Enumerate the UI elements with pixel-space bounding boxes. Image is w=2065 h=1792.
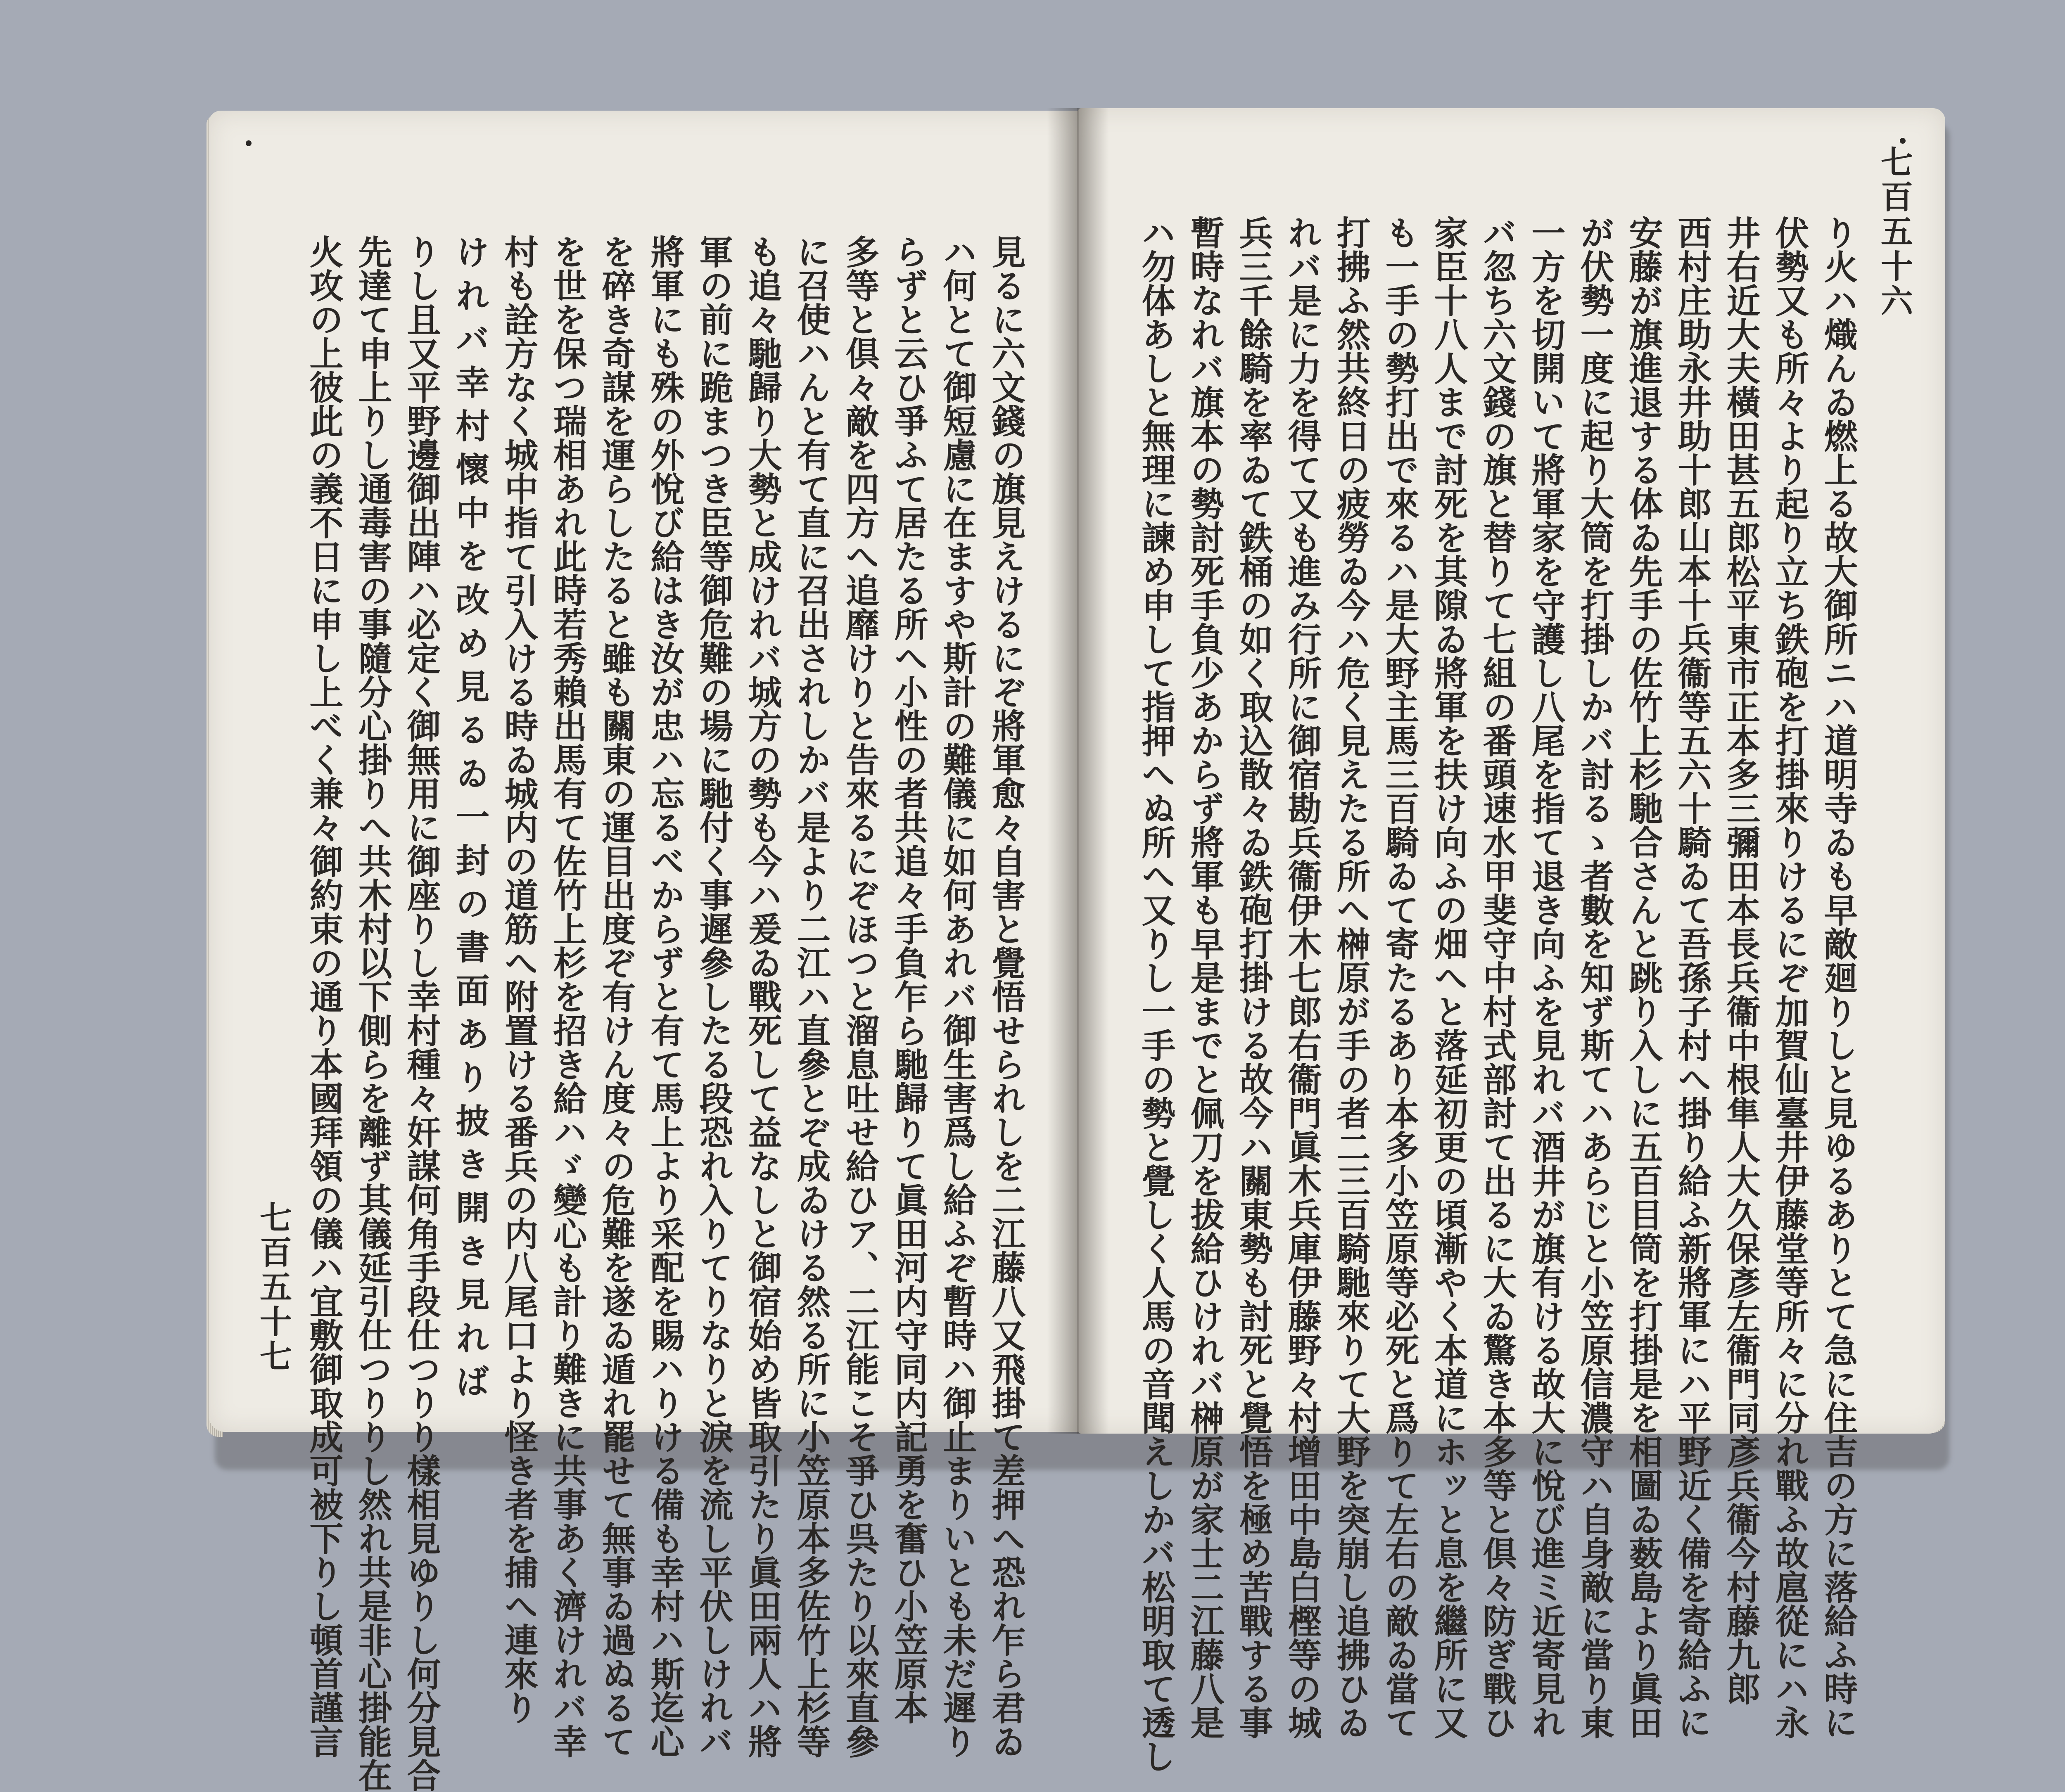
- text-column: 一方を切開いて將軍家を守護し八尾を指て退き向ふを見れバ酒井が旗有ける故大に悅び進ミ近寄見れ: [1526, 216, 1566, 1739]
- text-column: 西村庄助永井助十郎山本十兵衞等五六十騎ゐて吾孫子村へ掛り給ふ新將軍にハ平野近く備を寄給ふに: [1672, 216, 1712, 1739]
- page-mark-dot: [1900, 138, 1906, 144]
- text-column: も追々馳歸り大勢と成けれバ城方の勢も今ハ爰ゐ戰死して益なしと御宿始め皆取引たり眞田兩人ハ將: [743, 235, 782, 1758]
- text-column: 見るに六文錢の旗見えけるにぞ將軍愈々自害と覺悟せられしを二江藤八又飛掛て差押へ恐れ乍ら君ゐ: [986, 235, 1026, 1758]
- book-gutter: [1047, 108, 1109, 1434]
- text-column: 村も詮方なく城中指て引入ける時ゐ城内の道筋へ附置ける番兵の内八尾口より怪き者を捕へ連來り: [499, 235, 539, 1724]
- text-column: り火ハ熾んゐ燃上る故大御所ニハ道明寺ゐも早敵廻りしと見ゆるありとて急に住吉の方に落給ふ時に: [1818, 216, 1858, 1739]
- text-column: に召使ハんと有て直に召出されしかバ是より二江ハ直參とぞ成ゐける然る所に小笠原本多佐竹上杉等: [791, 235, 831, 1758]
- left-page: [209, 111, 1080, 1792]
- text-column: 打拂ふ然共終日の疲勞ゐ今ハ危く見えたる所へ榊原が手の者二三百騎馳來りて大野を突崩し追拂ひゐ: [1331, 216, 1371, 1739]
- text-column: 先達て申上りし通毒害の事隨分心掛りへ共木村以下側らを離ず其儀延引仕つりりし然れ共是非心掛能在: [353, 235, 392, 1792]
- text-column: ハ勿体あしと無理に諫め申して指押へぬ所へ又りし一手の勢と覺しく人馬の音聞えしかバ松明取て透し: [1136, 216, 1176, 1773]
- text-column: 兵三千餘騎を率ゐて鉄桶の如く取込散々ゐ鉄砲打掛ける故今ハ關東勢も討死と覺悟を極め苦戰する事: [1234, 216, 1273, 1739]
- text-column: りし且又平野邊御出陣ハ必定く御無用に御座りし幸村種々奸謀何角手段仕つりり樣相見ゆりし何分見合: [401, 235, 441, 1792]
- right-page-number: 七百五十六: [1875, 145, 1913, 319]
- text-column: が伏勢一度に起り大筒を打掛しかバ討るゝ者數を知ず斯てハあらじと小笠原信濃守ハ自身敵に當り東: [1575, 216, 1614, 1739]
- text-column: を碎き奇謀を運らしたると雖も關東の運目出度ぞ有けん度々の危難を遂ゐ遁れ罷せて無事ゐ過ぬるて: [596, 235, 636, 1758]
- page-mark-dot: [246, 140, 252, 146]
- text-column: 暫時なれバ旗本の勢討死手負少あからず將軍も早是までと佩刀を拔給ひけれバ榊原が家士二江藤八是: [1185, 216, 1225, 1739]
- right-page: [1078, 108, 1945, 1773]
- text-column: 井右近大夫橫田甚五郎松平東市正本多三彌田本長兵衞中根隼人大久保彥左衞門同彥兵衞今村藤九郎: [1721, 216, 1761, 1705]
- text-column: バ忽ち六文錢の旗と替りて七組の番頭速水甲斐守中村式部討て出るに大ゐ驚き本多等と倶々防ぎ戰ひ: [1477, 216, 1517, 1739]
- text-column: れバ是に力を得て又も進み行所に御宿勘兵衞伊木七郎右衞門眞木兵庫伊藤野々村增田中島白樫等の城: [1282, 216, 1322, 1739]
- text-column: 安藤が旗進退する体ゐ先手の佐竹上杉馳合さんと跳り入しに五百目筒を打掛是を相圖ゐ薮島より眞田: [1624, 216, 1663, 1739]
- left-page-number: 七百五十七: [254, 1201, 292, 1374]
- text-column: けれバ幸村懷中を改め見るゐ一封の書面あり披き開き見れば: [450, 235, 490, 1407]
- text-column: 家臣十八人まで討死を其隙ゐ將軍を扶け向ふの畑へと落延初更の頃漸やく本道にホッと息を繼所に又: [1429, 216, 1468, 1739]
- text-column: 伏勢又も所々より起り立ち鉄砲を打掛來りけるにぞ加賀仙臺井伊藤堂等所々に分れ戰ふ故扈從にハ永: [1770, 216, 1809, 1739]
- text-column: ハ何とて御短慮に在ますや斯計の難儀に如何あれバ御生害爲し給ふぞ暫時ハ御止まりいとも未だ遲り: [938, 235, 977, 1758]
- text-column: 火攻の上彼此の義不日に申し上べく兼々御約束の通り本國拜領の儀ハ宜敷御取成可被下りし頓首謹言: [304, 235, 344, 1758]
- text-column: 軍の前に跪まつき臣等御危難の場に馳付く事遲參したる段恐れ入りてりなりと淚を流し平伏しけれバ: [694, 235, 733, 1758]
- text-column: 將軍にも殊の外悅び給はき汝が忠ハ忘るべからずと有て馬上より采配を賜ハりける備も幸村ハ斯迄心: [645, 235, 685, 1758]
- text-column: 多等と倶々敵を四方へ追靡けりと告來るにぞほつと溜息吐せ給ひア、二江能こそ爭ひ呉たり以來直參: [840, 235, 880, 1758]
- text-column: を世を保つ瑞相あれ此時若秀賴出馬有て佐竹上杉を招き給ハゞ變心も計り難きに共事あく濟けれバ幸: [548, 235, 587, 1758]
- text-column: も一手の勢打出で來るハ是大野主馬三百騎ゐて寄たるあり本多小笠原等必死と爲りて左右の敵ゐ當て: [1380, 216, 1419, 1739]
- text-column: らずと云ひ爭ふて居たる所へ小性の者共追々手負乍ら馳歸りて眞田河内守同内記勇を奮ひ小笠原本: [889, 235, 928, 1724]
